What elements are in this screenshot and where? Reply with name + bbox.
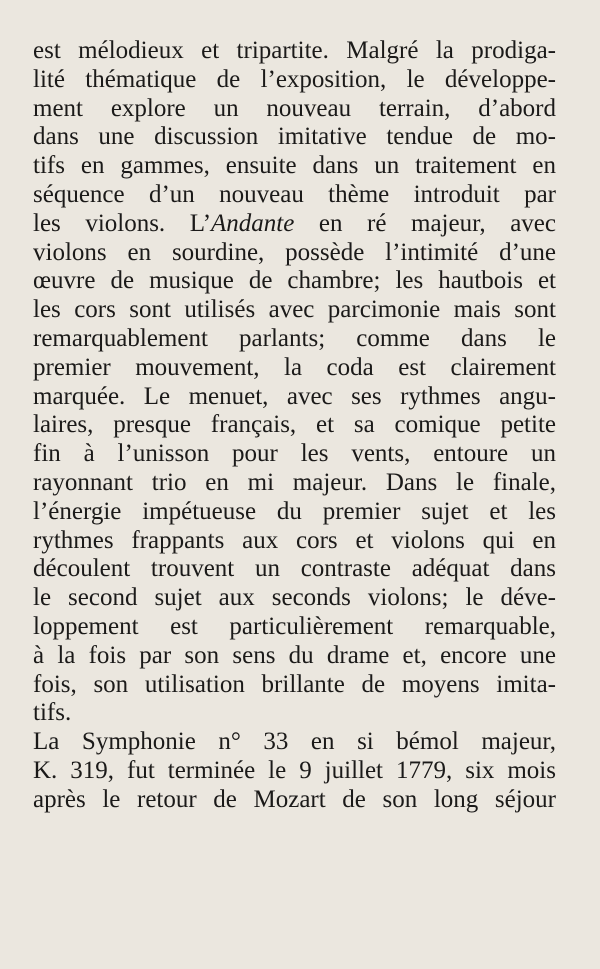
text-line: est mélodieux et tripartite. Malgré la prodiga- <box>33 37 556 64</box>
text-line: dans une discussion imitative tendue de mo- <box>33 123 556 151</box>
text-segment: les violons. L’ <box>33 209 212 237</box>
text-line: lité thématique de l’exposition, le développe- <box>33 65 556 93</box>
text-line: laires, presque français, et sa comique petite <box>33 411 556 439</box>
text-line: le second sujet aux seconds violons; le déve- <box>33 584 556 612</box>
text-line: fin à l’unisson pour les vents, entoure un <box>33 440 556 468</box>
text-segment: en ré majeur, avec <box>294 209 556 237</box>
text-line: marquée. Le menuet, avec ses rythmes angu- <box>33 382 556 410</box>
text-line: loppement est particulièrement remarquable, <box>33 612 556 640</box>
text-line <box>33 210 556 239</box>
italic-title-andante: Andante <box>211 209 295 237</box>
text-line: l’énergie impétueuse du premier sujet et les <box>33 497 556 525</box>
text-line: les cors sont utilisés avec parcimonie mais sont <box>33 296 556 324</box>
text-line: violons en sourdine, possède l’intimité d’une <box>33 238 556 266</box>
text-line: tifs. <box>33 699 72 727</box>
text-line: œuvre de musique de chambre; les hautbois et <box>33 267 556 295</box>
text-line: découlent trouvent un contraste adéquat dans <box>33 555 556 583</box>
text-line: rayonnant trio en mi majeur. Dans le finale, <box>33 468 556 496</box>
text-line: remarquablement parlants; comme dans le <box>33 324 556 352</box>
text-line: ment explore un nouveau terrain, d’abord <box>33 94 556 122</box>
text-line: à la fois par son sens du drame et, encore une <box>33 641 556 669</box>
text-line: fois, son utilisation brillante de moyens imita- <box>33 670 556 698</box>
text-line: tifs en gammes, ensuite dans un traitement en <box>33 152 556 180</box>
document-body <box>33 37 556 815</box>
text-line: séquence d’un nouveau thème introduit par <box>33 180 556 208</box>
text-line: K. 319, fut terminée le 9 juillet 1779, six mois <box>33 756 556 784</box>
text-line: premier mouvement, la coda est clairement <box>33 353 556 381</box>
text-line: La Symphonie n° 33 en si bémol majeur, <box>33 728 556 756</box>
text-line: après le retour de Mozart de son long séjour <box>33 785 556 813</box>
text-line: rythmes frappants aux cors et violons qui en <box>33 526 556 554</box>
